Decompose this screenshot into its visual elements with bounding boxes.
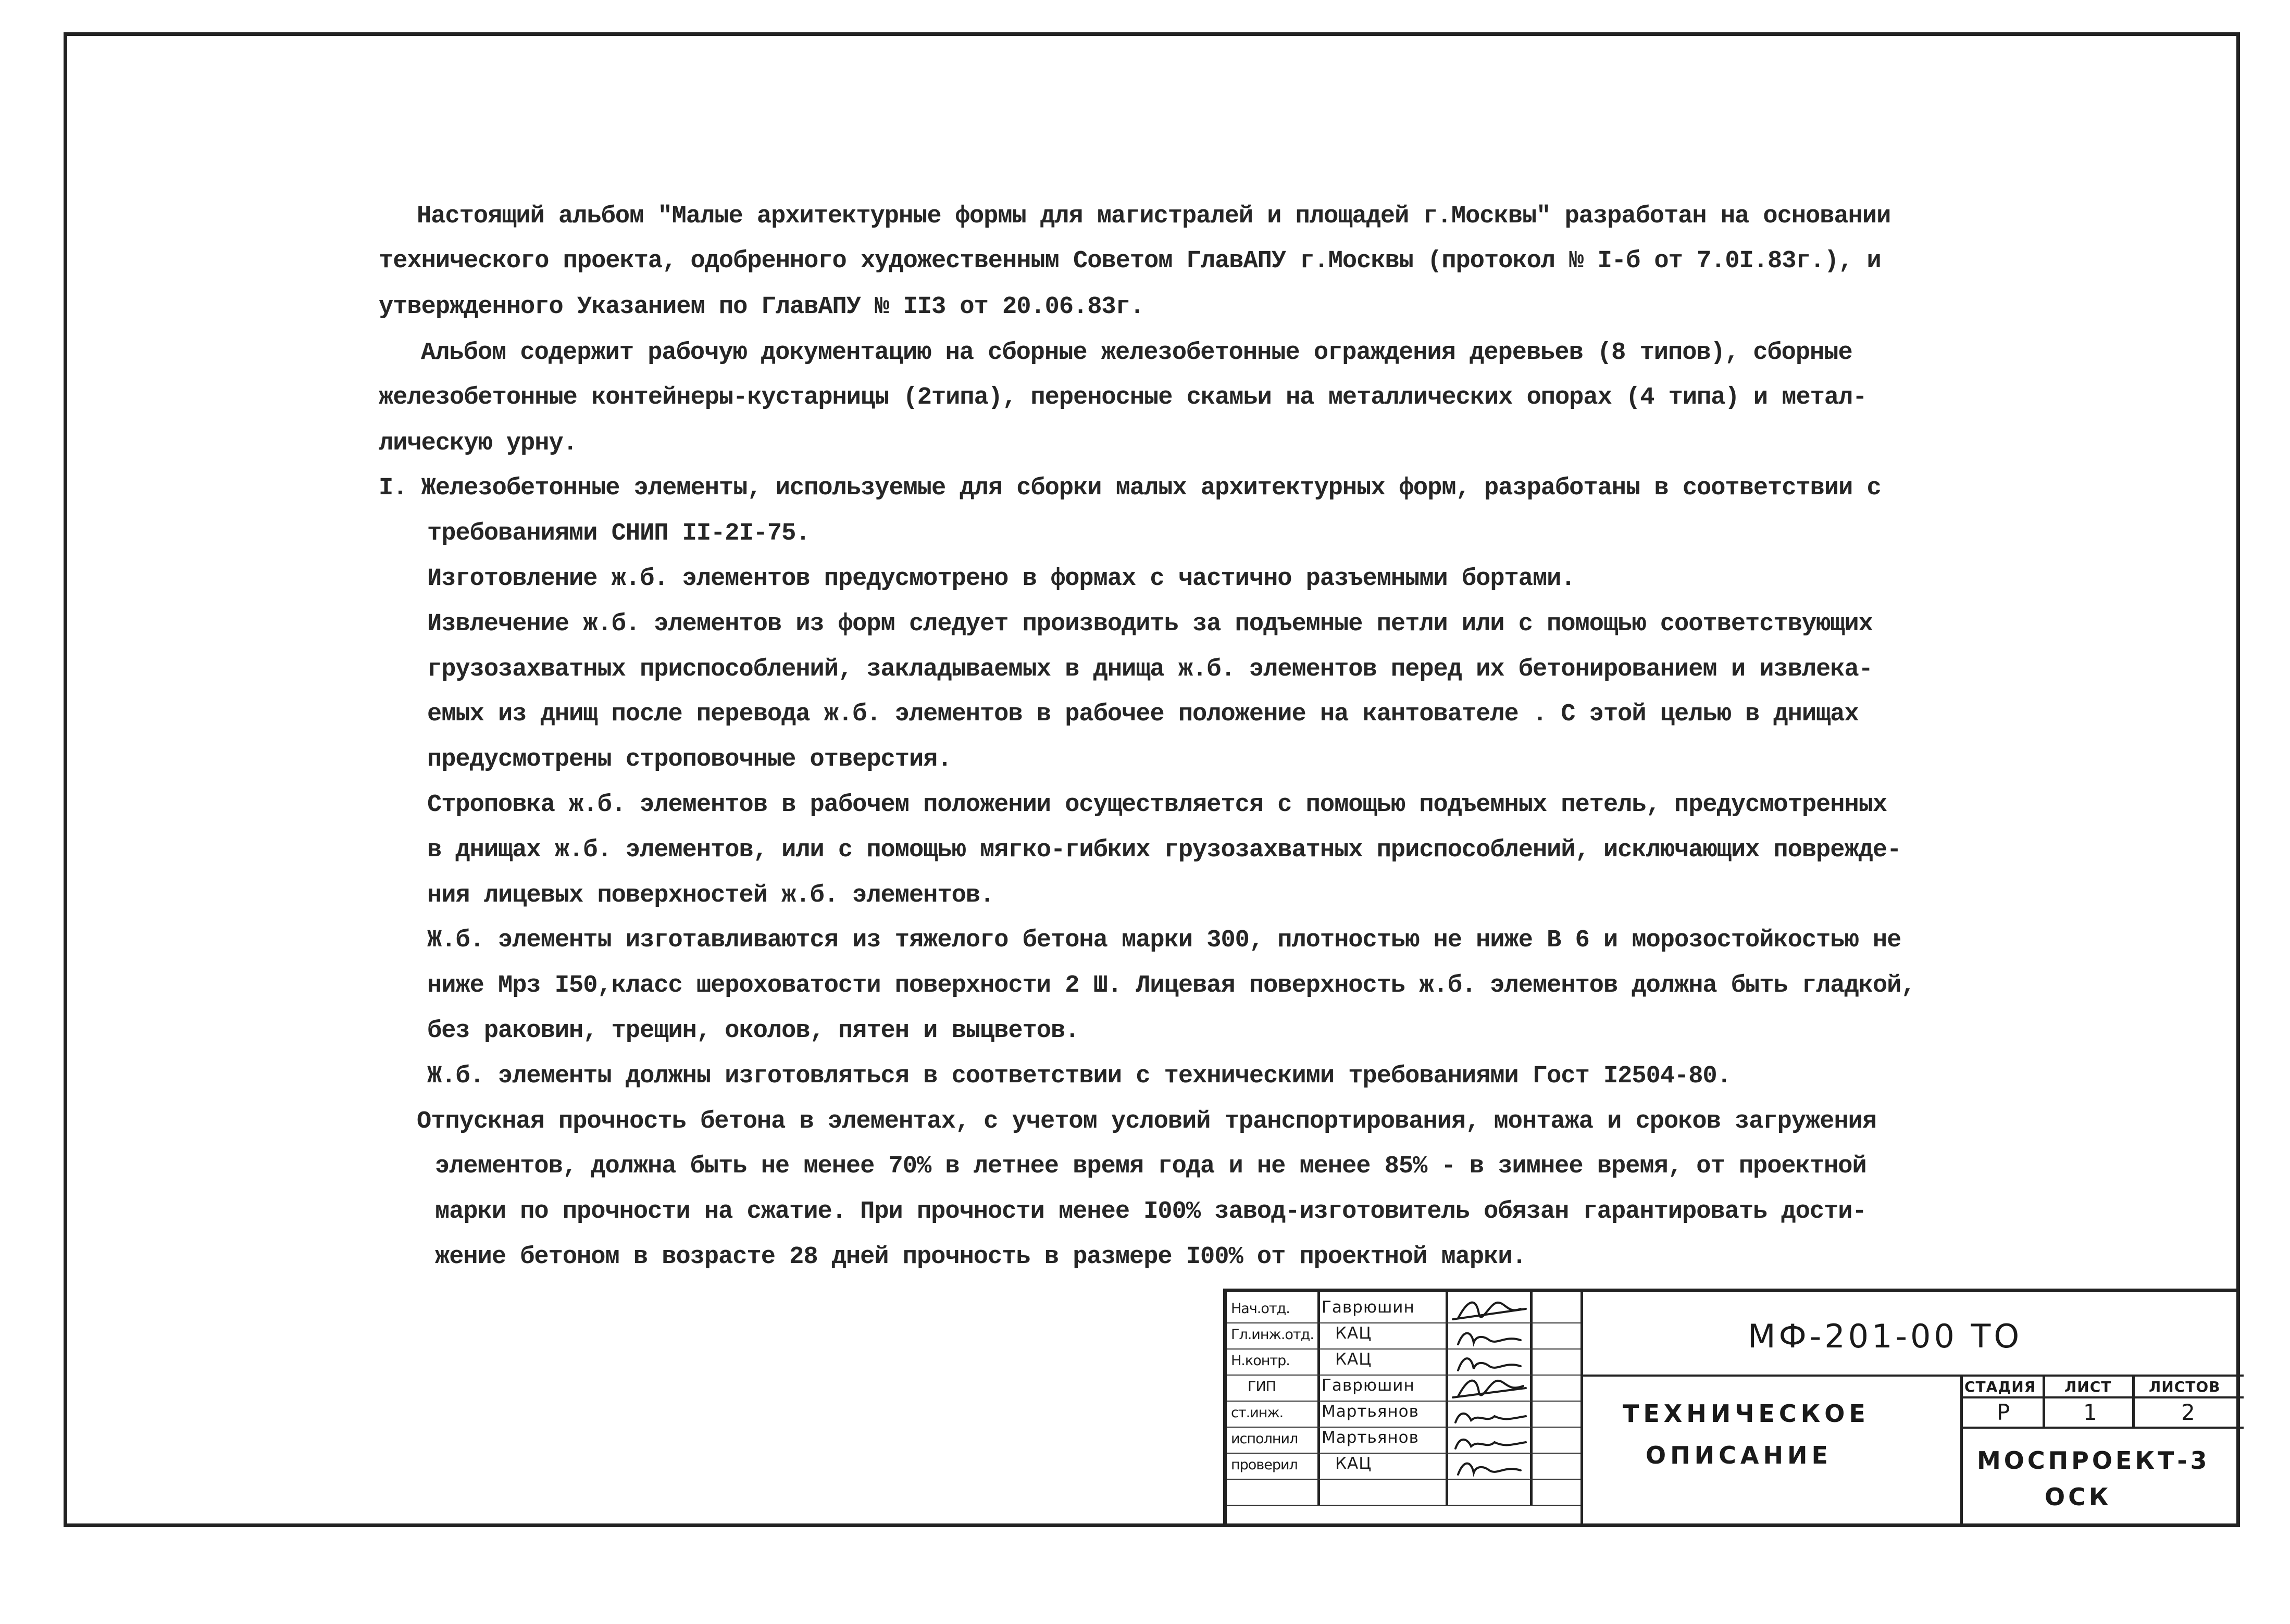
- body-line: Ж.б. элементы изготавливаются из тяжелого бетона марки 300, плотностью не ниже В 6 и морозостойкостью не: [427, 927, 1901, 954]
- sheets-value: 2: [2181, 1400, 2195, 1425]
- role-label: Нач.отд.: [1231, 1301, 1290, 1317]
- body-line: ния лицевых поверхностей ж.б. элементов.: [427, 882, 994, 909]
- body-line: требованиями СНИП II-2I-75.: [427, 520, 810, 547]
- body-line: Ж.б. элементы должны изготовляться в соответствии с техническими требованиями Гост I2504-80.: [427, 1063, 1731, 1090]
- person-name: Гаврюшин: [1322, 1376, 1415, 1395]
- body-line: I. Железобетонные элементы, используемые для сборки малых архитектурных форм, разработаны в соответствии с: [379, 474, 1881, 502]
- person-name: Мартьянов: [1322, 1428, 1419, 1447]
- body-line: Альбом содержит рабочую документацию на сборные железобетонные ограждения деревьев (8 типов), сборные: [421, 339, 1852, 367]
- body-line: Изготовление ж.б. элементов предусмотрено в формах с частично разъемными бортами.: [427, 565, 1575, 593]
- body-line: марки по прочности на сжатие. При прочности менее I00% завод-изготовитель обязан гарантировать дости-: [435, 1198, 1866, 1226]
- role-label: Н.контр.: [1231, 1353, 1290, 1369]
- person-name: КАЦ: [1335, 1324, 1372, 1343]
- body-line: Настоящий альбом "Малые архитектурные формы для магистралей и площадей г.Москвы" разработан на основании: [417, 203, 1891, 230]
- body-line: элементов, должна быть не менее 70% в летнее время года и не менее 85% - в зимнее время, от проектной: [435, 1153, 1866, 1180]
- person-name: Гаврюшин: [1322, 1298, 1415, 1317]
- body-line: лическую урну.: [379, 430, 577, 457]
- body-line: Отпускная прочность бетона в элементах, с учетом условий транспортирования, монтажа и сроков загружения: [417, 1108, 1877, 1135]
- body-line: грузозахватных приспособлений, закладываемых в днища ж.б. элементов перед их бетонированием и извлека-: [427, 656, 1873, 683]
- organization-name: МОСПРОЕКТ-3: [1977, 1446, 2210, 1475]
- person-name: КАЦ: [1335, 1454, 1372, 1473]
- body-line: без раковин, трещин, околов, пятен и выцветов.: [427, 1017, 1079, 1045]
- title-block: [1223, 1289, 2240, 1527]
- person-name: КАЦ: [1335, 1350, 1372, 1369]
- body-line: жение бетоном в возрасте 28 дней прочность в размере I00% от проектной марки.: [435, 1243, 1526, 1271]
- document-title-line1: ТЕХНИЧЕСКОЕ: [1623, 1400, 1870, 1428]
- body-line: предусмотрены строповочные отверстия.: [427, 746, 952, 773]
- document-title-line2: ОПИСАНИЕ: [1646, 1441, 1832, 1469]
- body-line: ниже Мрз I50,класс шероховатости поверхности 2 Ш. Лицевая поверхность ж.б. элементов должна быть гладкой,: [427, 972, 1915, 1000]
- sheets-header: ЛИСТОВ: [2149, 1378, 2221, 1395]
- body-line: емых из днищ после перевода ж.б. элементов в рабочее положение на кантователе . С этой целью в днищах: [427, 701, 1859, 728]
- stage-value: Р: [1997, 1400, 2010, 1425]
- body-line: технического проекта, одобренного художественным Советом ГлавАПУ г.Москвы (протокол № I-б от 7.0I.83г.), и: [379, 247, 1881, 275]
- role-label: ГИП: [1248, 1379, 1276, 1395]
- body-line: утвержденного Указанием по ГлавАПУ № II3 от 20.06.83г.: [379, 293, 1144, 321]
- sheet-value: 1: [2083, 1400, 2097, 1425]
- person-name: Мартьянов: [1322, 1402, 1419, 1421]
- document-number: МФ-201-00 ТО: [1748, 1317, 2023, 1355]
- role-label: проверил: [1231, 1457, 1298, 1473]
- body-line: в днищах ж.б. элементов, или с помощью мягко-гибких грузозахватных приспособлений, исключающих поврежде-: [427, 836, 1901, 864]
- role-label: Гл.инж.отд.: [1231, 1327, 1314, 1343]
- signatures-column: [1448, 1293, 1530, 1504]
- sheet-header: ЛИСТ: [2064, 1378, 2112, 1395]
- organization-dept: ОСК: [2045, 1483, 2112, 1511]
- body-line: железобетонные контейнеры-кустарницы (2типа), переносные скамьи на металлических опорах (4 типа) и метал-: [379, 384, 1867, 411]
- role-label: исполнил: [1231, 1431, 1298, 1447]
- stage-header: СТАДИЯ: [1964, 1378, 2036, 1395]
- body-line: Извлечение ж.б. элементов из форм следует производить за подъемные петли или с помощью соответствующих: [427, 610, 1873, 638]
- body-line: Строповка ж.б. элементов в рабочем положении осуществляется с помощью подъемных петель, предусмотренных: [427, 791, 1887, 819]
- role-label: ст.инж.: [1231, 1405, 1284, 1421]
